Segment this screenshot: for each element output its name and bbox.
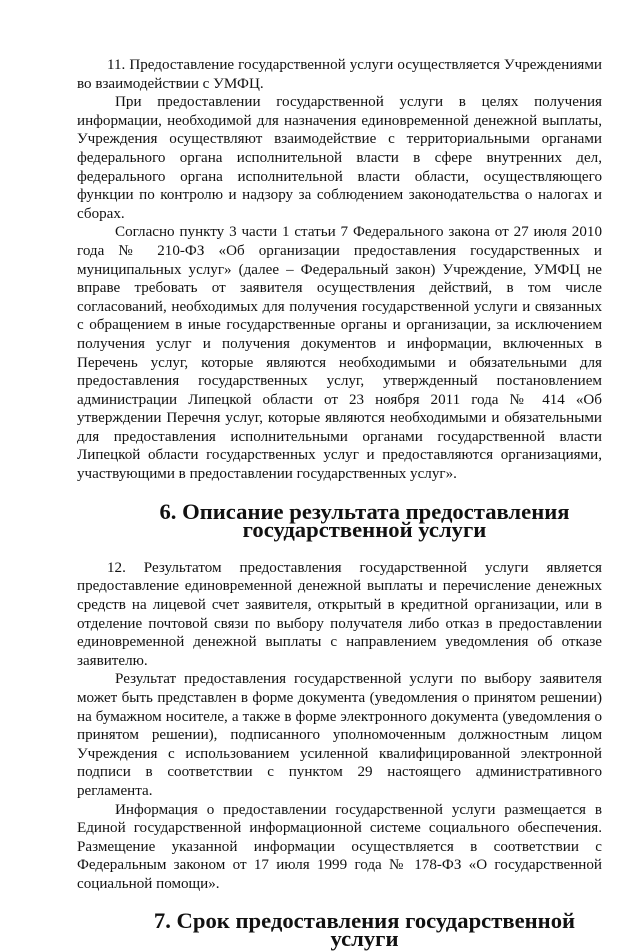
paragraph-information: Информация о предоставлении государственной услуги размещается в Единой государственной информационной системе социального обеспечения. Размещение указанной информации осуществляется в соответствии с Федеральным законом от 17 июля 1999 года № 178-ФЗ «О государственной социальной помощи». xyxy=(77,801,602,892)
section-6-heading: 6. Описание результата предоставления государственной услуги xyxy=(159,498,570,543)
section-7-heading: 7. Срок предоставления государственной услуги xyxy=(153,907,576,951)
paragraph-interaction: При предоставлении государственной услуги в целях получения информации, необходимой для назначения единовременной денежной выплаты, Учреждения осуществляют взаимодействие с территориальными органами федерального органа исполнительной власти в сфере внутренних дел, федерального органа исполнительной власти области, осуществляющего функции по контролю и надзору за соблюдением законодательства о налогах и сборах. xyxy=(77,94,602,222)
paragraph-12: 12. Результатом предоставления государственной услуги является предоставление единовременной денежной выплаты и перечисление денежных средств на лицевой счет заявителя, открытый в кредитной организации, или в отделение почтовой связи по выбору получателя либо отказ в предоставлении единовременной денежной выплаты с направлением уведомления об отказе заявителю. xyxy=(77,559,602,669)
paragraph-federal-law: Согласно пункту 3 части 1 статьи 7 Федерального закона от 27 июля 2010 года № 210-ФЗ «Об организации предоставления государственных и муниципальных услуг» (далее – Федеральный закон) Учреждение, УМФЦ не вправе требовать от заявителя осуществления действий, в том числе согласований, необходимых для получения государственной услуги и связанных с обращением в иные государственные органы и организации, за исключением получения услуг и получения документов и информации, включенных в Перечень услуг, которые являются необходимыми и обязательными для предоставления государственных услуг, утвержденный постановлением администрации Липецкой области от 23 ноября 2011 года № 414 «Об утверждении Перечня услуг, которые являются необходимыми и обязательными для предоставления исполнительными органами государственной власти Липецкой области государственных услуг и предоставляются организациями, участвующими в предоставлении государственных услуг». xyxy=(77,224,602,483)
paragraph-11: 11. Предоставление государственной услуги осуществляется Учреждениями во взаимодействии с УМФЦ. xyxy=(77,57,602,92)
document-page xyxy=(77,56,602,949)
paragraph-result-form: Результат предоставления государственной услуги по выбору заявителя может быть представлен в форме документа (уведомления о принятом решении) на бумажном носителе, а также в форме электронного документа (уведомления о принятом решении), подписанного уполномоченным должностным лицом Учреждения с использованием усиленной квалифицированной электронной подписи в соответствии с пунктом 29 настоящего административного регламента. xyxy=(77,671,602,799)
